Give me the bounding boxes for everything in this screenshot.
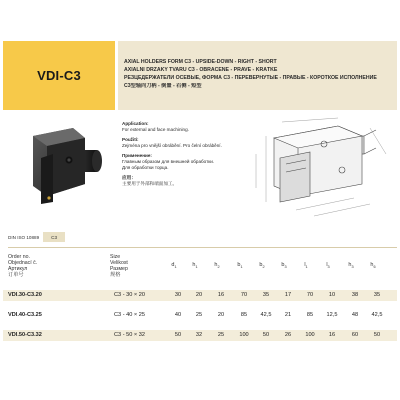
cell-h1: 32 <box>195 332 203 338</box>
order-number: VDI.30-C3.20 <box>8 292 42 298</box>
header-line-ru: РЕЗЦЕДЕРЖАТЕЛИ ОСЕВЫЕ, ФОРМА C3 - ПЕРЕВЕРНУТЫЕ - ПРАВЫЕ - КОРОТКОЕ ИСПОЛНЕНИЕ <box>124 74 377 81</box>
din-value: C3 <box>43 232 65 242</box>
column-header-h2 <box>207 262 227 269</box>
table-row <box>3 330 397 341</box>
cell-h2: 25 <box>217 332 225 338</box>
order-number: VDI.50-C3.32 <box>8 332 42 338</box>
cell-b3: 17 <box>284 292 292 298</box>
order-header-ru: Артикул <box>8 266 28 272</box>
application-text-en: For external and face machining. <box>122 127 189 132</box>
column-header-l1 <box>296 262 316 269</box>
cell-b1: 85 <box>240 312 248 318</box>
dim-sub: 6 <box>373 265 376 270</box>
size-header-cn: 规格 <box>110 272 121 278</box>
application-text-cn: 主要用于外部和端面加工。 <box>122 181 178 186</box>
column-header-h6 <box>363 262 383 269</box>
cell-h2: 16 <box>217 292 225 298</box>
cell-h2: 20 <box>217 312 225 318</box>
dim-sub: 3 <box>351 265 354 270</box>
dim-base: l <box>326 262 328 268</box>
column-header-b1 <box>230 262 250 269</box>
dim-base: b <box>281 262 285 268</box>
cell-h6: 35 <box>373 292 381 298</box>
cell-l3: 10 <box>328 292 336 298</box>
order-header-cn: 订单号 <box>8 272 24 278</box>
column-header-size <box>110 254 150 278</box>
cell-b2: 50 <box>262 332 270 338</box>
dim-base: h <box>370 262 374 268</box>
technical-drawing <box>226 114 396 224</box>
cell-d1: 50 <box>174 332 182 338</box>
header-line-cn: C3型轴向刀柄 - 倒置 - 右侧 - 短型 <box>124 82 202 89</box>
cell-d1: 30 <box>174 292 182 298</box>
header-line-en: AXIAL HOLDERS FORM C3 - UPSIDE-DOWN - RIGHT - SHORT <box>124 59 277 65</box>
cell-b2: 42,5 <box>260 312 272 318</box>
size-value: C3 - 50 × 32 <box>114 332 145 338</box>
application-text-cz: Zejména pro vnější obrábění. Pro čelní obrábění. <box>122 143 222 148</box>
dim-base: h <box>348 262 352 268</box>
cell-h6: 50 <box>373 332 381 338</box>
column-header-d1 <box>164 262 184 269</box>
order-header-cz: Objednací č. <box>8 260 38 266</box>
cell-l1: 85 <box>306 312 314 318</box>
dim-sub: 2 <box>217 265 220 270</box>
din-label: DIN ISO 10889 <box>8 234 40 240</box>
column-header-l3 <box>318 262 338 269</box>
cell-b2: 35 <box>262 292 270 298</box>
cell-h6: 42,5 <box>371 312 383 318</box>
product-title: VDI-C3 <box>37 68 81 83</box>
cell-d1: 40 <box>174 312 182 318</box>
column-header-h3 <box>341 262 361 269</box>
cell-b1: 70 <box>240 292 248 298</box>
cell-b1: 100 <box>239 332 249 338</box>
header-description <box>124 59 396 91</box>
cell-h1: 20 <box>195 292 203 298</box>
cell-h3: 48 <box>351 312 359 318</box>
size-header-cz: Velikost <box>110 260 128 266</box>
cell-h3: 60 <box>351 332 359 338</box>
din-standard <box>8 232 65 242</box>
column-header-b3 <box>274 262 294 269</box>
size-value: C3 - 30 × 20 <box>114 292 145 298</box>
dim-base: d <box>171 262 175 268</box>
size-header-ru: Размер <box>110 266 128 272</box>
order-number: VDI.40-C3.25 <box>8 312 42 318</box>
application-heading-cz: Použití: <box>122 137 139 142</box>
divider <box>8 247 397 248</box>
dim-sub: 1 <box>195 265 198 270</box>
application-text <box>122 121 222 187</box>
dim-sub: 3 <box>327 265 330 270</box>
cell-b3: 21 <box>284 312 292 318</box>
order-header-en: Order no. <box>8 254 30 260</box>
dim-base: b <box>259 262 263 268</box>
size-header-en: Size <box>110 254 121 260</box>
cell-h3: 38 <box>351 292 359 298</box>
column-header-order <box>8 254 68 278</box>
dim-sub: 1 <box>174 265 177 270</box>
application-heading-cn: 应用： <box>122 175 136 180</box>
cell-l1: 100 <box>305 332 315 338</box>
table-row <box>3 310 397 321</box>
table-row <box>3 290 397 301</box>
dim-base: b <box>237 262 241 268</box>
title-band <box>3 41 115 110</box>
dim-base: l <box>304 262 306 268</box>
dim-sub: 3 <box>284 265 287 270</box>
application-heading-ru: Применение: <box>122 153 152 158</box>
cell-b3: 26 <box>284 332 292 338</box>
application-text-ru: Главным образом для внешней обработки. Для обработки торца. <box>122 159 215 170</box>
dim-sub: 1 <box>240 265 243 270</box>
column-header-h1 <box>185 262 205 269</box>
application-heading-en: Application: <box>122 121 149 126</box>
dim-base: h <box>214 262 218 268</box>
column-header-b2 <box>252 262 272 269</box>
product-photo <box>3 114 115 214</box>
cell-l1: 70 <box>306 292 314 298</box>
cell-l3: 12,5 <box>326 312 338 318</box>
cell-h1: 25 <box>195 312 203 318</box>
cell-l3: 16 <box>328 332 336 338</box>
dim-base: h <box>192 262 196 268</box>
dim-sub: 1 <box>305 265 308 270</box>
header-line-cz: AXIÁLNÍ DRŽÁKY TVARU C3 - OBRÁCENÉ - PRAVÉ - KRÁTKÉ <box>124 66 278 73</box>
dim-sub: 2 <box>262 265 265 270</box>
size-value: C3 - 40 × 25 <box>114 312 145 318</box>
